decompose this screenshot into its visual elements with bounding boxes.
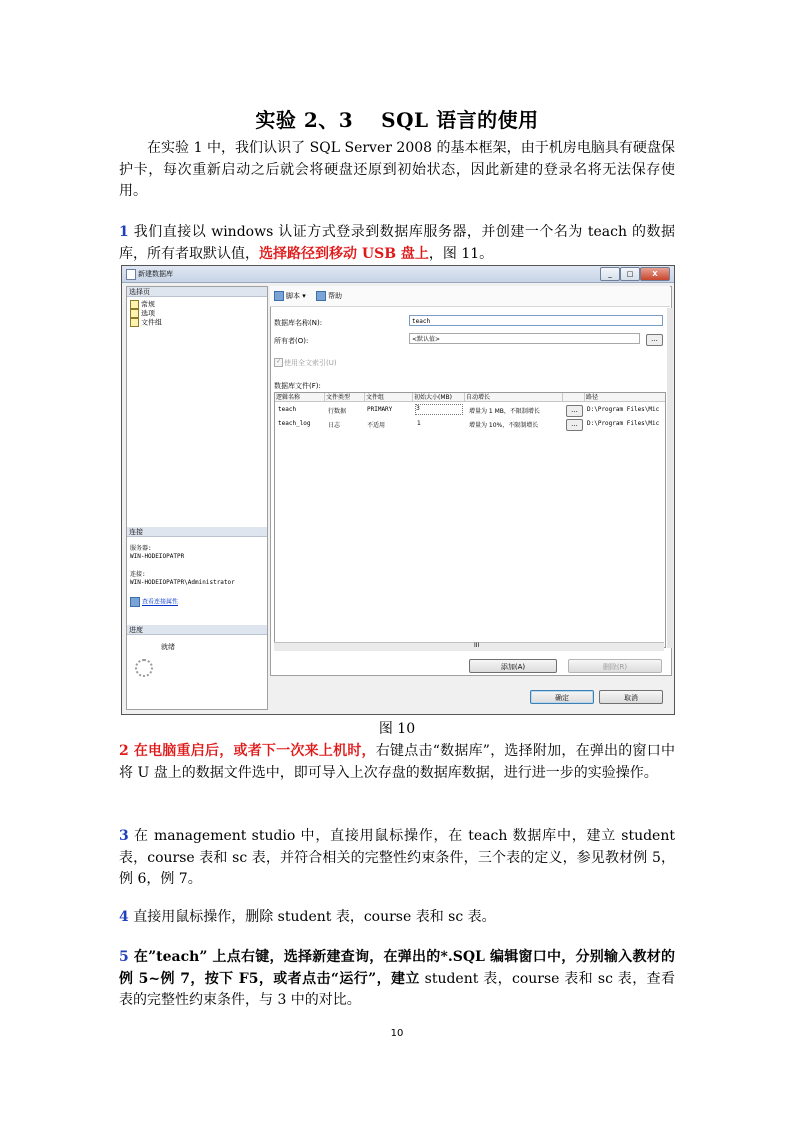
- maximize-button[interactable]: □: [620, 267, 640, 281]
- database-icon: [126, 269, 136, 280]
- connection-label: 连接:: [130, 571, 146, 578]
- owner-browse-button[interactable]: ...: [646, 334, 663, 346]
- script-button[interactable]: 脚本 ▾: [274, 291, 306, 301]
- step-3-paragraph: [119, 826, 675, 891]
- dialog-toolbar: [270, 286, 670, 307]
- step-5-bold-text: 在”teach” 上点右键，选择新建查询，在弹出的*.SQL 编辑窗口中，分别输入教材的例 5~例 7，按下 F5，或者点击“运行”，建立: [119, 949, 675, 987]
- grid-cell[interactable]: 日志: [328, 422, 341, 429]
- page-icon: [130, 300, 139, 309]
- grid-cell[interactable]: 行数据: [328, 408, 347, 415]
- help-label: 帮助: [328, 292, 342, 300]
- server-label: 服务器:: [130, 545, 152, 552]
- link-label: 查看连接属性: [142, 598, 179, 606]
- owner-input[interactable]: <默认值>: [409, 333, 640, 344]
- step-4-text: 直接用鼠标操作，删除 student 表，course 表和 sc 表。: [128, 909, 496, 925]
- step-1-paragraph: [119, 222, 675, 265]
- progress-header: 进度: [127, 625, 267, 635]
- page-title: 实验 2、3 SQL 语言的使用: [255, 108, 539, 132]
- horizontal-scrollbar[interactable]: [274, 642, 664, 651]
- page-item-label: 常规: [141, 300, 155, 309]
- progress-spinner-icon: [135, 659, 153, 677]
- page-number: 10: [390, 1028, 404, 1039]
- help-icon: [316, 291, 326, 301]
- fulltext-checkbox[interactable]: ✓: [275, 358, 282, 365]
- step-3-number: 3: [119, 828, 129, 844]
- grid-cell[interactable]: D:\Program Files\Mic: [587, 420, 660, 427]
- grid-cell[interactable]: teach_log: [278, 420, 311, 427]
- owner-label: 所有者(O):: [274, 337, 309, 345]
- step-2-text: 右键点击“数据库”，选择附加，在弹出的窗口中将 U 盘上的数据文件选中，即可导入上次存盘的数据库数据，进行进一步的实验操作。: [119, 743, 675, 781]
- help-button[interactable]: [316, 291, 342, 301]
- add-button[interactable]: 添加(A): [469, 659, 557, 673]
- column-header[interactable]: 文件类型: [325, 393, 365, 402]
- view-connection-properties-link[interactable]: [130, 597, 178, 607]
- connection-header: 连接: [127, 527, 267, 537]
- step-4-number: 4: [119, 909, 129, 925]
- step-1-highlight: 选择路径到移动 USB 盘上: [259, 245, 429, 262]
- script-icon: [274, 291, 284, 301]
- dialog-left-pane: [126, 286, 268, 710]
- grid-cell[interactable]: D:\Program Files\Mic: [587, 406, 660, 413]
- connection-value: WIN-HODEIOPATPR\Administrator: [130, 579, 235, 586]
- column-header[interactable]: 初始大小(MB): [413, 393, 465, 402]
- grid-cell[interactable]: 增量为 10%，不限制增长: [469, 422, 539, 429]
- grid-cell[interactable]: 增量为 1 MB，不限制增长: [469, 408, 540, 415]
- progress-status: 就绪: [161, 643, 175, 651]
- page-icon: [130, 309, 139, 318]
- grid-cell[interactable]: 1: [417, 420, 421, 427]
- autogrowth-button[interactable]: ...: [566, 405, 583, 417]
- database-name-input[interactable]: teach: [409, 315, 663, 326]
- grid-cell[interactable]: teach: [278, 406, 297, 413]
- dialog-titlebar: [122, 266, 674, 283]
- step-1-number: 1: [119, 224, 129, 240]
- remove-button[interactable]: 删除(R): [568, 659, 662, 673]
- step-5-paragraph: [119, 947, 675, 1012]
- database-files-label: 数据库文件(F):: [274, 382, 321, 390]
- intro-paragraph: 在实验 1 中，我们认识了 SQL Server 2008 的基本框架，由于机房电脑具有硬盘保护卡，每次重新启动之后就会将硬盘还原到初始状态，因此新建的登录名将无法保存使用。: [119, 140, 675, 199]
- dialog-title: 新建数据库: [138, 270, 173, 278]
- vertical-scrollbar[interactable]: [667, 308, 673, 648]
- ok-button[interactable]: 确定: [530, 690, 594, 704]
- column-header[interactable]: [563, 393, 585, 402]
- figure-caption: 图 10: [378, 721, 416, 737]
- properties-icon: [130, 597, 140, 607]
- column-header[interactable]: 路径: [585, 393, 665, 402]
- grid-cell[interactable]: 3: [415, 404, 463, 415]
- minimize-button[interactable]: _: [600, 267, 620, 281]
- step-1-text-end: ，图 11。: [428, 245, 494, 262]
- database-files-grid: [274, 392, 666, 648]
- step-3-text: 在 management studio 中，直接用鼠标操作，在 teach 数据库中，建立 student 表，course 表和 sc 表，并符合相关的完整性约束条件，三个表的定义，参见教材例 5，例 6，例 7。: [119, 828, 675, 887]
- new-database-dialog: [121, 265, 675, 715]
- page-item-label: 文件组: [141, 318, 162, 327]
- step-1-text: 我们直接以 windows 认证方式登录到数据库服务器，并创建一个名为 teach 的数据库，所有者取默认值，: [119, 224, 675, 262]
- grid-cell[interactable]: 不适用: [367, 422, 386, 429]
- step-2-lead: 2 在电脑重启后，或者下一次来上机时，: [119, 743, 376, 759]
- column-header[interactable]: 自动增长: [465, 393, 563, 402]
- select-page-header: 选择页: [127, 287, 267, 297]
- close-button[interactable]: X: [640, 267, 670, 281]
- page-icon: [130, 318, 139, 327]
- step-5-number: 5: [119, 949, 129, 965]
- database-name-label: 数据库名称(N):: [274, 319, 323, 327]
- page-item-label: 选项: [141, 309, 155, 318]
- grid-cell[interactable]: PRIMARY: [367, 406, 393, 413]
- step-5-text: student 表，course 表和 sc 表，查看表的完整性约束条件，与 3 中的对比。: [119, 970, 675, 1008]
- server-value: WIN-HODEIOPATPR: [130, 553, 185, 560]
- page-item-filegroups[interactable]: [130, 318, 162, 328]
- script-label: 脚本: [286, 292, 300, 300]
- step-2-paragraph: [119, 741, 675, 784]
- step-4-paragraph: [119, 907, 675, 929]
- cancel-button[interactable]: 取消: [599, 690, 663, 704]
- column-header[interactable]: 逻辑名称: [275, 393, 325, 402]
- column-header[interactable]: 文件组: [365, 393, 413, 402]
- scrollbar-grip: III: [474, 642, 480, 649]
- autogrowth-button[interactable]: ...: [566, 419, 583, 431]
- fulltext-label: 使用全文索引(U): [284, 359, 337, 367]
